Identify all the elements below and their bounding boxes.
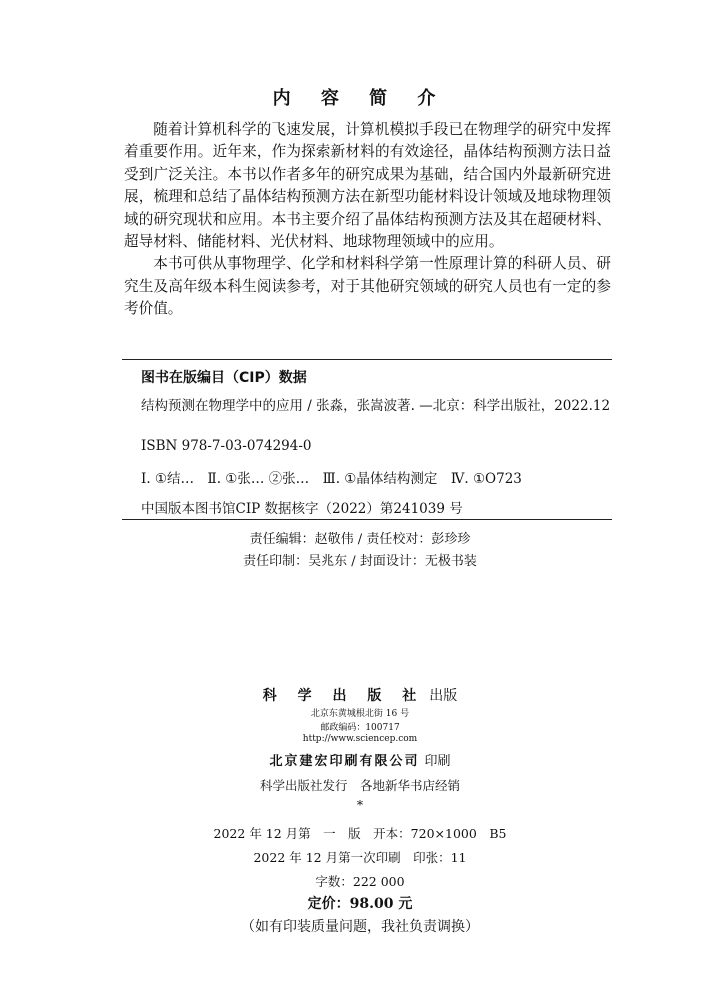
edition-line: 2022 年 12 月第 一 版 开本：720×1000 B5 bbox=[213, 826, 507, 841]
publisher-url: http://www.sciencep.com bbox=[302, 734, 418, 744]
publisher-postcode: 邮政编码：100717 bbox=[320, 723, 400, 733]
publisher-line bbox=[0, 685, 720, 705]
cip-bottom-rule bbox=[122, 519, 612, 520]
quality-notice: （如有印装质量问题，我社负责调换） bbox=[241, 919, 479, 935]
printing-line: 2022 年 12 月第一次印刷 印张：11 bbox=[253, 850, 467, 865]
cip-top-rule bbox=[122, 359, 612, 360]
printer-name: 北京建宏印刷有限公司 bbox=[269, 754, 420, 769]
price: 定价：98.00 元 bbox=[307, 896, 413, 912]
cip-record: 结构预测在物理学中的应用 / 张淼，张嵩波著. —北京：科学出版社，2022.12 bbox=[141, 398, 611, 414]
distribution-line: 科学出版社发行 各地新华书店经销 bbox=[259, 778, 460, 793]
word-count: 字数：222 000 bbox=[315, 874, 405, 889]
page-title: 内 容 简 介 bbox=[272, 88, 448, 109]
cip-isbn: ISBN 978-7-03-074294-0 bbox=[141, 438, 312, 454]
credits-production: 责任印制：吴兆东 / 封面设计：无极书装 bbox=[243, 554, 477, 569]
printer-suffix: 印刷 bbox=[424, 754, 451, 769]
printer-line bbox=[0, 750, 720, 769]
credits-editors: 责任编辑：赵敬伟 / 责任校对：彭珍珍 bbox=[249, 532, 471, 547]
publisher-name: 科 学 出 版 社 bbox=[262, 688, 425, 704]
publisher-suffix: 出版 bbox=[429, 688, 458, 704]
intro-paragraph-1: 随着计算机科学的飞速发展，计算机模拟手段已在物理学的研究中发挥着重要作用。近年来，作为探索新材料的有效途径，晶体结构预测方法日益受到广泛关注。本书以作者多年的研究成果为基础，结合国内外最新研究进展，梳理和总结了晶体结构预测方法在新型功能材料设计领域及地球物理领域的研究现状和应用。本书主要介绍了晶体结构预测方法及其在超硬材料、超导材料、储能材料、光伏材料、地球物理领域中的应用。 bbox=[124, 121, 611, 251]
separator-star: * bbox=[356, 797, 364, 812]
intro-text bbox=[124, 119, 611, 321]
cip-number: 中国版本图书馆CIP 数据核字（2022）第241039 号 bbox=[141, 501, 463, 517]
publisher-address: 北京东黄城根北街 16 号 bbox=[310, 709, 410, 719]
intro-paragraph-2: 本书可供从事物理学、化学和材料科学第一性原理计算的科研人员、研究生及高年级本科生阅读参考，对于其他研究领域的研究人员也有一定的参考价值。 bbox=[124, 255, 611, 318]
cip-heading: 图书在版编目（CIP）数据 bbox=[141, 370, 307, 386]
cip-classification: Ⅰ. ①结… Ⅱ. ①张… ②张… Ⅲ. ①晶体结构测定 Ⅳ. ①O723 bbox=[141, 471, 522, 487]
